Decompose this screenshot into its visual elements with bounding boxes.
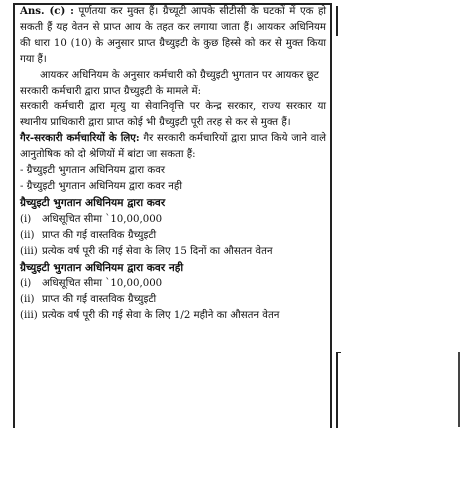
category-item-not-covered: - ग्रैच्युइटी भुगतान अधिनियम द्वारा कवर नही <box>20 180 182 192</box>
list-item-number: (iii) <box>20 310 38 322</box>
list-item-text: अधिसूचित सीमा `10,00,000 <box>42 278 163 290</box>
list-item-text: अधिसूचित सीमा `10,00,000 <box>42 213 163 225</box>
paragraph-intro-text: पूर्णतया कर मुक्त हैं। ग्रैच्यूटी आपके सीटीसी के घटकों में एक हो सकती हैं यह वेतन से प्राप्त आय के तहत कर लगाया जाता हैं। आयकर अधिनियम की धारा 10 (10) के अनुसार प्राप्त ग्रैच्युइटी के कुछ हिस्से को कर से मुक्त किया गया हैं। <box>20 6 327 65</box>
list-item-text: प्रत्येक वर्ष पूरी की गई सेवा के लिए 1/2 महीने का औसतन वेतन <box>42 310 280 322</box>
list-item-number: (iii) <box>20 245 38 257</box>
list-item-text: प्राप्त की गई वास्तविक ग्रैच्युइटी <box>42 229 157 241</box>
section-heading-not-covered: ग्रैच्युइटी भुगतान अधिनियम द्वारा कवर नही <box>20 261 184 274</box>
list-item <box>20 308 326 324</box>
non-govt-label: गैर-सरकारी कर्मचारियों के लिए: <box>20 132 140 145</box>
section-heading-covered: ग्रैच्युइटी भुगतान अधिनियम द्वारा कवर <box>20 196 166 209</box>
list-item <box>20 228 326 244</box>
answer-label: Ans. (c) : <box>20 5 74 17</box>
column-divider-top <box>336 6 338 36</box>
non-govt-text: गैर सरकारी कर्मचारियों द्वारा प्राप्त किये जाने वाले आनुतोषिक को दो श्रेणियों में बांटा जा सकता हैं: <box>20 133 327 161</box>
list-item <box>20 292 326 308</box>
list-item <box>20 212 326 228</box>
list-item-number: (i) <box>20 213 32 225</box>
paragraph-intro <box>20 4 326 68</box>
paragraph-non-govt <box>20 131 326 163</box>
next-column-box-right <box>458 352 460 427</box>
answer-content <box>20 4 326 324</box>
list-item-text: प्राप्त की गई वास्तविक ग्रैच्युइटी <box>42 294 157 306</box>
paragraph-exemption: आयकर अधिनियम के अनुसार कर्मचारी को ग्रैच्युइटी भुगतान पर आयकर छूट <box>40 69 319 81</box>
list-item-number: (ii) <box>20 229 35 241</box>
list-item-text: प्रत्येक वर्ष पूरी की गई सेवा के लिए 15 दिनों का औसतन वेतन <box>42 245 273 257</box>
list-item-number: (ii) <box>20 294 35 306</box>
list-item <box>20 276 326 292</box>
paragraph-govt-employees: सरकारी कर्मचारी द्वारा मृत्यु या सेवानिवृत्ति पर केन्द्र सरकार, राज्य सरकार या स्थानीय प्राधिकारी द्वारा प्राप्त कोई भी ग्रैच्युइटी पूरी तरह से कर से मुक्त हैं। <box>20 101 326 129</box>
list-item <box>20 244 326 260</box>
list-item-number: (i) <box>20 278 32 290</box>
category-item-covered: - ग्रैच्युइटी भुगतान अधिनियम द्वारा कवर <box>20 165 166 177</box>
paragraph-govt-heading: सरकारी कर्मचारी द्वारा प्राप्त ग्रैच्युइटी के मामले में: <box>20 85 202 97</box>
next-column-box-left <box>336 352 341 428</box>
